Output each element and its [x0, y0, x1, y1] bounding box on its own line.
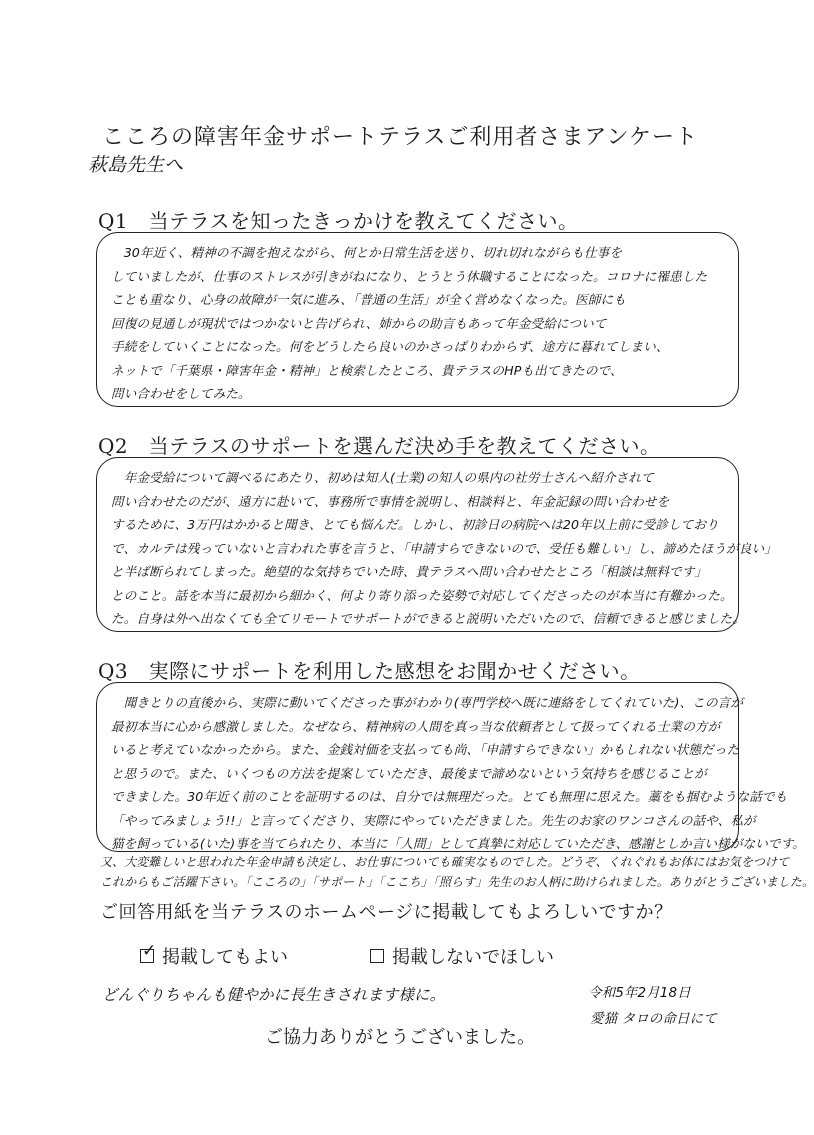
answer-1-line: 回復の見通しが現状ではつかないと告げられ、姉からの助言もあって年金受給について	[111, 315, 607, 331]
thank-you-message: ご協力ありがとうございました。	[265, 1027, 535, 1048]
additional-note-line: これからもご活躍下さい。「こころの」「サポート」「ここち」「照らす」先生のお人柄に助けられました。ありがとうございました。	[100, 875, 814, 889]
additional-note	[100, 852, 814, 892]
question-2-label: Q2 当テラスのサポートを選んだ決め手を教えてください。	[98, 434, 661, 458]
checkbox-no[interactable]	[370, 949, 384, 963]
answer-box-3	[96, 682, 805, 852]
answer-2-line: 年金受給について調べるにあたり、初めは知人(士業)の知人の県内の社労士さんへ紹介されて	[111, 470, 654, 485]
answer-3-line: いると考えていなかったから。また、金銭対価を支払っても尚、「申請すらできない」かもしれない状態だった	[111, 742, 740, 757]
answer-1-line: 30年近く、精神の不調を抱えながら、何とか日常生活を送り、切れ切れながらも仕事を	[111, 245, 623, 260]
handwritten-memo: 愛猫 タロの命日にて	[590, 1011, 717, 1027]
checkbox-yes[interactable]	[140, 941, 157, 963]
question-3-label: Q3 実際にサポートを利用した感想をお聞かせください。	[98, 659, 641, 683]
answer-3-line: 最初本当に心から感激しました。なぜなら、精神病の人間を真っ当な依頼者として扱ってくれる士業の方が	[111, 718, 721, 734]
answer-3-line: 「やってみましょう!!」と言ってくださり、実際にやっていただきました。先生のお家のワンコさんの話や、私が	[111, 812, 756, 828]
survey-title: こころの障害年金サポートテラスご利用者さまアンケート	[101, 125, 699, 150]
publish-question: ご回答用紙を当テラスのホームページに掲載してもよろしいですか？	[100, 902, 673, 923]
closing-handwritten-note: どんぐりちゃんも健やかに長生きされます様に。	[102, 986, 446, 1004]
additional-note-line: 又、大変難しいと思われた年金申請も決定し、お仕事についても確実なものでした。どうぞ、くれぐれもお体にはお気をつけて	[100, 855, 790, 869]
answer-2-line: 問い合わせたのだが、遠方に赴いて、事務所で事情を説明し、相談料と、年金記録の問い合わせを	[111, 493, 670, 509]
answer-2-line: た。自身は外へ出なくても全てリモートでサポートができると説明いただいたので、信頼できると感じました。	[111, 611, 745, 626]
answer-3-line: と思うので。また、いくつもの方法を提案していただき、最後まで諦めないという気持ちを感じることが	[111, 765, 707, 781]
question-1-label: Q1 当テラスを知ったきっかけを教えてください。	[98, 209, 579, 233]
answer-2-line: とのこと。話を本当に最初から細かく、何より寄り添った姿勢で対応してくださったのが本当に有難かった。	[111, 587, 733, 603]
answer-1-line: ことも重なり、心身の故障が一気に進み、「普通の生活」が全く営めなくなった。医師にも	[111, 292, 626, 307]
answer-box-2	[96, 457, 777, 632]
addressee-handwritten: 萩島先生へ	[88, 154, 184, 176]
publish-option-yes-label: 掲載してもよい	[162, 947, 288, 968]
publish-option-no-label: 掲載しないでほしい	[392, 947, 554, 968]
publish-option-no[interactable]	[370, 943, 554, 969]
answer-1-line: 問い合わせをしてみた。	[111, 386, 251, 401]
answer-box-1	[96, 232, 739, 407]
answer-2-line: で、カルテは残っていないと言われた事を言うと、「申請すらできないので、受任も難しい」し、諦めたほうが良い」	[111, 540, 777, 556]
check-mark-icon: ✓	[142, 941, 157, 961]
answer-1-line: ネットで「千葉県・障害年金・精神」と検索したところ、貴テラスのHPも出てきたので、	[111, 362, 623, 378]
answer-3-line: できました。30年近く前のことを証明するのは、自分では無理だった。とても無理に思えた。藁をも掴むような話でも	[111, 789, 788, 804]
answer-2-line: するために、3万円はかかると聞き、とても悩んだ。しかし、初診日の病院へは20年以上前に受診しており	[111, 517, 719, 532]
answer-1-line: 手続をしていくことになった。何をどうしたら良いのかさっぱりわからず、途方に暮れてしまい、	[111, 339, 669, 354]
answer-1-line: していましたが、仕事のストレスが引きがねになり、とうとう休職することになった。コロナに罹患した	[111, 268, 708, 284]
answer-3-line: 聞きとりの直後から、実際に動いてくださった事がわかり(専門学校へ既に連絡をしてくれていた)、この言が	[111, 695, 744, 710]
handwritten-date: 令和5年2月18日	[588, 985, 691, 1001]
answer-2-line: と半ば断られてしまった。絶望的な気持ちでいた時、貴テラスへ問い合わせたところ「相談は無料です」	[111, 564, 708, 579]
publish-option-yes[interactable]	[140, 943, 288, 969]
answer-3-line: 猫を飼っている(いた)事を当てられたり、本当に「人間」として真摯に対応していただき、感謝としか言い様がないです。	[111, 836, 805, 851]
